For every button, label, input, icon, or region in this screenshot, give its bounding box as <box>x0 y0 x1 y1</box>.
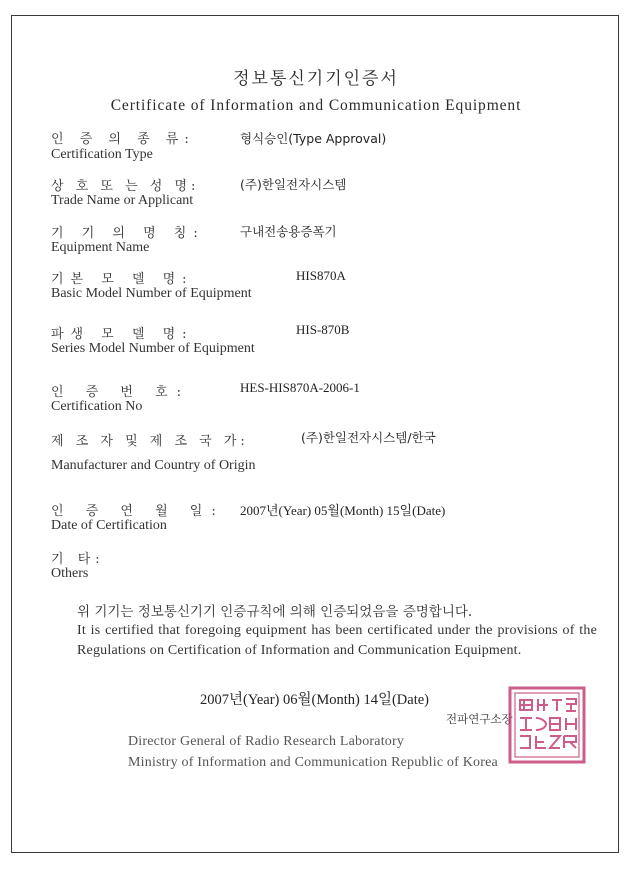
basic-model-label-en: Basic Model Number of Equipment <box>51 286 252 301</box>
certification-type-label-ko: 인 증 의 종 류: <box>51 132 195 147</box>
trade-name-label-en: Trade Name or Applicant <box>51 193 194 208</box>
equipment-name-label-en: Equipment Name <box>51 240 150 255</box>
series-model-value: HIS-870B <box>296 322 350 337</box>
manufacturer-label-en: Manufacturer and Country of Origin <box>51 458 256 473</box>
basic-model-label-ko: 기본 모 델 명: <box>51 272 194 287</box>
certification-type-value: 형식승인(Type Approval) <box>240 131 387 146</box>
trade-name-value: (주)한일전자시스템 <box>240 177 347 192</box>
trade-name-label-ko: 상 호 또 는 성 명: <box>51 179 200 194</box>
certification-no-label-ko: 인 증 번 호: <box>51 385 191 400</box>
director-general: Director General of Radio Research Laboratory <box>128 734 405 749</box>
official-seal-icon <box>508 686 586 764</box>
issuer-ko: 전파연구소장 <box>446 712 513 726</box>
ministry-name: Ministry of Information and Communication Republic of Korea <box>128 755 498 770</box>
manufacturer-label-ko: 제 조 자 및 제 조 국 가: <box>51 434 249 449</box>
others-label-en: Others <box>51 566 89 581</box>
basic-model-value: HIS870A <box>296 268 346 283</box>
equipment-name-label-ko: 기 기 의 명 칭: <box>51 226 205 241</box>
certification-no-value: HES-HIS870A-2006-1 <box>240 380 360 395</box>
others-label-ko: 기 타: <box>51 552 105 567</box>
certificate-title-en: Certificate of Information and Communication Equipment <box>110 97 522 114</box>
certification-type-label-en: Certification Type <box>51 147 153 162</box>
statement-ko: 위 기기는 정보통신기기 인증규칙에 의해 인증되었음을 증명합니다. <box>77 604 473 620</box>
certification-no-label-en: Certification No <box>51 399 143 414</box>
series-model-label-ko: 파생 모 델 명: <box>51 327 194 342</box>
series-model-label-en: Series Model Number of Equipment <box>51 341 255 356</box>
certification-date-label-en: Date of Certification <box>51 518 167 533</box>
manufacturer-value: (주)한일전자시스템/한국 <box>301 430 436 445</box>
certification-date-value: 2007년(Year) 05월(Month) 15일(Date) <box>240 503 446 518</box>
certification-date-label-ko: 인 증 연 월 일: <box>51 504 225 519</box>
issue-date: 2007년(Year) 06월(Month) 14일(Date) <box>200 692 430 708</box>
statement-en: It is certified that foregoing equipment has been certificated under the provisions of the Regulations on Certification of Information and Communication Equipment. <box>77 623 597 658</box>
equipment-name-value: 구내전송용증폭기 <box>240 224 337 239</box>
certificate-title-ko: 정보통신기기인증서 <box>233 69 399 89</box>
